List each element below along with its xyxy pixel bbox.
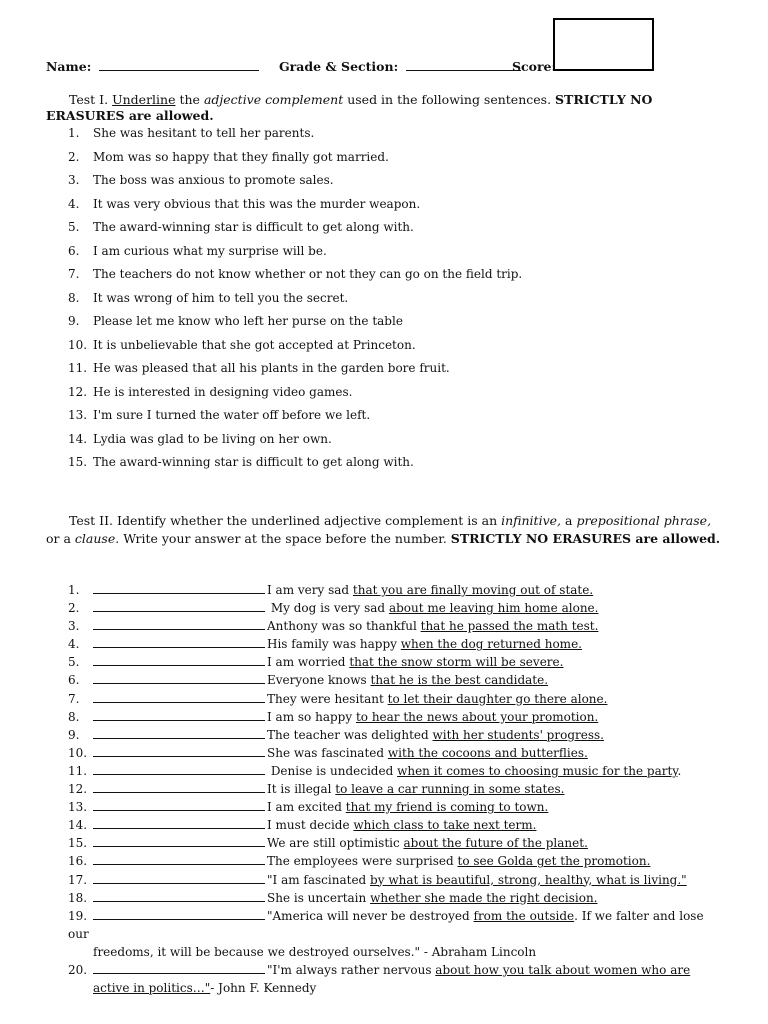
test1-list bbox=[68, 126, 728, 479]
item-number: 7. bbox=[68, 267, 80, 281]
answer-blank[interactable] bbox=[93, 708, 265, 721]
item-sentence[interactable]: She was hesitant to tell her parents. bbox=[93, 126, 315, 140]
sentence-tail: . bbox=[677, 763, 682, 778]
item-number: 4. bbox=[68, 196, 80, 211]
item-number: 13. bbox=[68, 800, 88, 815]
item-number: 9. bbox=[68, 314, 80, 328]
test2-item bbox=[68, 671, 728, 689]
item-number: 15. bbox=[68, 836, 88, 851]
test2-item bbox=[68, 581, 728, 599]
answer-blank[interactable] bbox=[93, 690, 265, 703]
adjective-complement: with her students' progress. bbox=[432, 727, 604, 742]
test1-item bbox=[68, 432, 728, 456]
adjective-complement-continuation: active in politics…" bbox=[93, 981, 211, 996]
item-number: 15. bbox=[68, 455, 88, 469]
test2-item bbox=[68, 762, 728, 780]
item-sentence[interactable]: The award-winning star is difficult to get along with. bbox=[93, 220, 414, 234]
sentence-tail: . If we falter and lose our bbox=[68, 908, 704, 941]
adjective-complement: that the snow storm will be severe. bbox=[349, 655, 564, 670]
sentence-text: We are still optimistic bbox=[267, 836, 404, 851]
test1-item bbox=[68, 408, 728, 432]
answer-blank[interactable] bbox=[93, 635, 265, 648]
answer-blank[interactable] bbox=[93, 889, 265, 902]
sentence-text: They were hesitant bbox=[267, 691, 388, 706]
answer-blank[interactable] bbox=[93, 834, 265, 847]
item-number: 1. bbox=[68, 583, 80, 597]
test2-item bbox=[68, 871, 728, 889]
test2-item bbox=[68, 834, 728, 852]
test1-item bbox=[68, 385, 728, 409]
answer-blank[interactable] bbox=[93, 671, 265, 684]
test1-item bbox=[68, 173, 728, 197]
item-sentence[interactable]: Lydia was glad to be living on her own. bbox=[93, 431, 332, 446]
item-number: 4. bbox=[68, 637, 80, 652]
test1-item bbox=[68, 126, 728, 150]
score-label: Score: bbox=[512, 59, 557, 74]
test2-item bbox=[68, 816, 728, 834]
answer-blank[interactable] bbox=[93, 762, 265, 775]
test2-item bbox=[68, 726, 728, 744]
answer-blank[interactable] bbox=[93, 581, 265, 594]
item-sentence[interactable]: Please let me know who left her purse on the table bbox=[93, 314, 403, 328]
test2-item bbox=[68, 599, 728, 617]
test2-instr-bold: STRICTLY NO ERASURES are allowed. bbox=[450, 531, 721, 546]
test1-item bbox=[68, 244, 728, 268]
test1-item bbox=[68, 361, 728, 385]
sentence-text: I am excited bbox=[267, 800, 346, 815]
item-number: 3. bbox=[68, 173, 80, 187]
answer-blank[interactable] bbox=[93, 726, 265, 739]
sentence-continuation: freedoms, it will be because we destroyed ourselves." - Abraham Lincoln bbox=[93, 944, 537, 959]
item-number: 16. bbox=[68, 854, 88, 869]
sentence-text: It is illegal bbox=[267, 782, 336, 797]
answer-blank[interactable] bbox=[93, 744, 265, 757]
adjective-complement: when it comes to choosing music for the party bbox=[397, 763, 678, 778]
item-sentence[interactable]: I'm sure I turned the water off before we left. bbox=[93, 408, 371, 422]
grade-section-label: Grade & Section: bbox=[279, 59, 399, 74]
item-number: 3. bbox=[68, 619, 80, 634]
test1-instr-the: the bbox=[179, 92, 200, 107]
test1-item bbox=[68, 338, 728, 362]
item-number: 8. bbox=[68, 709, 80, 724]
item-sentence[interactable]: I am curious what my surprise will be. bbox=[93, 243, 327, 258]
item-number: 12. bbox=[68, 384, 88, 399]
adjective-complement: which class to take next term. bbox=[353, 818, 537, 833]
answer-blank[interactable] bbox=[93, 599, 265, 612]
adjective-complement: that my friend is coming to town. bbox=[345, 800, 549, 815]
sentence-text: My dog is very sad bbox=[267, 601, 389, 616]
item-sentence[interactable]: The teachers do not know whether or not they can go on the field trip. bbox=[93, 267, 523, 281]
sentence-text: I must decide bbox=[267, 818, 354, 833]
adjective-complement: with the cocoons and butterflies. bbox=[387, 745, 588, 760]
item-number: 5. bbox=[68, 220, 80, 234]
test2-instr-clause: clause. bbox=[74, 531, 120, 546]
test2-title: Test II. bbox=[69, 513, 114, 528]
test1-instr-rest: used in the following sentences. bbox=[347, 92, 552, 107]
item-number: 6. bbox=[68, 673, 80, 688]
score-field bbox=[512, 59, 556, 74]
item-number: 11. bbox=[68, 361, 88, 375]
item-number: 17. bbox=[68, 872, 88, 887]
item-number: 18. bbox=[68, 890, 88, 905]
item-number: 11. bbox=[68, 763, 88, 778]
test2-item bbox=[68, 635, 728, 653]
item-number: 14. bbox=[68, 431, 88, 446]
answer-blank[interactable] bbox=[93, 852, 265, 865]
sentence-text: The teacher was delighted bbox=[267, 727, 433, 742]
grade-section-field bbox=[279, 59, 521, 74]
answer-blank[interactable] bbox=[93, 907, 265, 920]
answer-blank[interactable] bbox=[93, 798, 265, 811]
answer-blank[interactable] bbox=[93, 617, 265, 630]
test1-item bbox=[68, 220, 728, 244]
adjective-complement: to hear the news about your promotion. bbox=[355, 709, 599, 724]
adjective-complement: from the outside bbox=[473, 908, 575, 923]
test2-instr-prepositional: prepositional phrase, bbox=[576, 513, 712, 528]
sentence-text: I am worried bbox=[267, 655, 350, 670]
sentence-text: Everyone knows bbox=[267, 673, 371, 688]
test2-item bbox=[68, 798, 728, 816]
sentence-text: Anthony was so thankful bbox=[267, 619, 421, 634]
sentence-text: I am so happy bbox=[267, 709, 356, 724]
adjective-complement: that he passed the math test. bbox=[420, 619, 599, 634]
item-number: 19. bbox=[68, 908, 88, 923]
test2-item bbox=[68, 780, 728, 798]
sentence-text: The employees were surprised bbox=[267, 854, 458, 869]
item-number: 2. bbox=[68, 601, 80, 616]
test1-item bbox=[68, 455, 728, 479]
adjective-complement: whether she made the right decision. bbox=[370, 890, 598, 905]
sentence-text: She was fascinated bbox=[267, 745, 388, 760]
test1-item bbox=[68, 314, 728, 338]
test2-item bbox=[68, 907, 728, 961]
test1-instructions bbox=[46, 92, 726, 124]
test1-instr-underline: Underline bbox=[112, 92, 176, 107]
item-number: 7. bbox=[68, 691, 80, 706]
item-number: 6. bbox=[68, 243, 80, 258]
item-number: 20. bbox=[68, 962, 88, 977]
item-number: 2. bbox=[68, 149, 80, 164]
item-sentence[interactable]: It was very obvious that this was the murder weapon. bbox=[93, 196, 421, 211]
adjective-complement: about the future of the planet. bbox=[403, 836, 588, 851]
sentence-text: I am very sad bbox=[267, 583, 353, 597]
answer-blank[interactable] bbox=[93, 780, 265, 793]
item-number: 13. bbox=[68, 408, 88, 422]
item-sentence[interactable]: The boss was anxious to promote sales. bbox=[93, 173, 334, 187]
answer-blank[interactable] bbox=[93, 653, 265, 666]
name-field bbox=[46, 59, 259, 74]
item-number: 14. bbox=[68, 818, 88, 833]
adjective-complement: that you are finally moving out of state. bbox=[352, 583, 594, 597]
adjective-complement: to let their daughter go there alone. bbox=[387, 691, 608, 706]
test1-item bbox=[68, 150, 728, 174]
item-number: 10. bbox=[68, 745, 88, 760]
answer-blank[interactable] bbox=[93, 961, 265, 974]
test2-instr-infinitive: infinitive, bbox=[501, 513, 562, 528]
sentence-text: "I am fascinated bbox=[267, 872, 371, 887]
test2-instr-part2: a bbox=[565, 513, 573, 528]
answer-blank[interactable] bbox=[93, 816, 265, 829]
test2-item bbox=[68, 617, 728, 635]
item-number: 10. bbox=[68, 337, 88, 352]
item-number: 1. bbox=[68, 126, 80, 140]
test2-item bbox=[68, 690, 728, 708]
test2-item bbox=[68, 852, 728, 870]
test2-instr-part3: or a bbox=[46, 531, 71, 546]
adjective-complement: by what is beautiful, strong, healthy, what is living." bbox=[370, 872, 687, 887]
sentence-text: His family was happy bbox=[267, 637, 401, 652]
adjective-complement: about me leaving him home alone. bbox=[388, 601, 599, 616]
test2-instructions bbox=[46, 512, 726, 548]
item-sentence[interactable]: It was wrong of him to tell you the secret. bbox=[93, 290, 349, 305]
item-sentence[interactable]: Mom was so happy that they finally got married. bbox=[93, 149, 389, 164]
test2-list bbox=[68, 581, 728, 997]
test1-instr-italic: adjective complement bbox=[203, 92, 344, 107]
adjective-complement: about how you talk about women who are bbox=[435, 962, 691, 977]
test1-title: Test I. bbox=[69, 92, 109, 107]
item-sentence[interactable]: He is interested in designing video games. bbox=[93, 384, 353, 399]
item-number: 8. bbox=[68, 290, 80, 305]
test1-item bbox=[68, 197, 728, 221]
grade-section-blank[interactable] bbox=[406, 59, 521, 71]
test2-item bbox=[68, 889, 728, 907]
item-number: 5. bbox=[68, 655, 80, 670]
adjective-complement: that he is the best candidate. bbox=[370, 673, 549, 688]
name-label: Name: bbox=[46, 59, 92, 74]
item-sentence[interactable]: The award-winning star is difficult to get along with. bbox=[93, 455, 414, 469]
test1-instr-bold: STRICTLY NO ERASURES are allowed. bbox=[46, 92, 653, 123]
test2-instr-part1: Identify whether the underlined adjective complement is an bbox=[117, 513, 498, 528]
test1-item bbox=[68, 267, 728, 291]
adjective-complement: to see Golda get the promotion. bbox=[457, 854, 651, 869]
test2-item bbox=[68, 708, 728, 726]
test1-item bbox=[68, 291, 728, 315]
sentence-text: Denise is undecided bbox=[267, 763, 398, 778]
adjective-complement: to leave a car running in some states. bbox=[335, 782, 565, 797]
name-blank[interactable] bbox=[99, 59, 259, 71]
test2-item bbox=[68, 961, 728, 997]
test2-item bbox=[68, 653, 728, 671]
item-number: 12. bbox=[68, 782, 88, 797]
answer-blank[interactable] bbox=[93, 871, 265, 884]
adjective-complement: when the dog returned home. bbox=[400, 637, 582, 652]
item-number: 9. bbox=[68, 727, 80, 742]
score-box[interactable] bbox=[553, 18, 654, 71]
sentence-text: "I'm always rather nervous bbox=[267, 962, 436, 977]
test2-item bbox=[68, 744, 728, 762]
sentence-text: She is uncertain bbox=[267, 890, 371, 905]
sentence-text: "America will never be destroyed bbox=[267, 908, 474, 923]
sentence-attribution: - John F. Kennedy bbox=[210, 981, 317, 996]
test2-instr-part4: Write your answer at the space before the number. bbox=[123, 531, 447, 546]
item-sentence[interactable]: It is unbelievable that she got accepted at Princeton. bbox=[93, 337, 416, 352]
item-sentence[interactable]: He was pleased that all his plants in the garden bore fruit. bbox=[93, 361, 450, 375]
